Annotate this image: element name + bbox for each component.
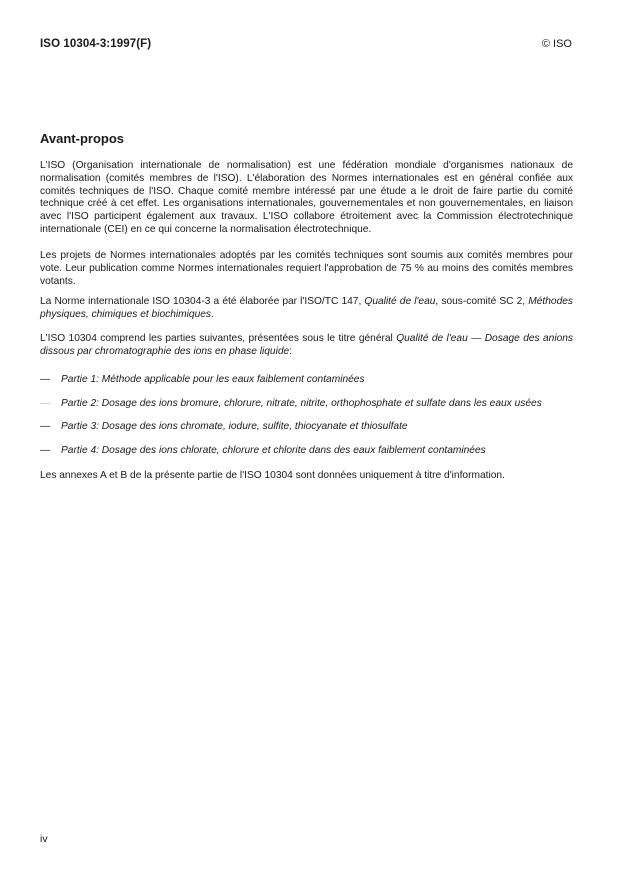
paragraph-elaboration	[40, 296, 573, 322]
list-item	[40, 398, 580, 412]
elaboration-subcommittee-name: Méthodes physiques, chimiques et biochimiques	[40, 296, 573, 320]
list-item	[40, 374, 580, 388]
part-4-title: Partie 4: Dosage des ions chlorate, chlorure et chlorite dans des eaux faiblement contaminées	[61, 445, 486, 456]
page-number: iv	[40, 833, 48, 845]
list-dash: —	[40, 374, 51, 385]
standard-identifier: ISO 10304-3:1997(F)	[40, 38, 152, 50]
general-title: Qualité de l'eau — Dosage des anions dissous par chromatographie des ions en phase liquide	[40, 333, 574, 357]
list-item	[40, 421, 580, 435]
parts-intro-end: :	[289, 345, 293, 357]
part-2-title: Partie 2: Dosage des ions bromure, chlorure, nitrate, nitrite, orthophosphate et sulfate dans les eaux usées	[61, 398, 542, 409]
elaboration-text-mid: , sous-comité SC 2,	[435, 296, 529, 307]
section-title: Avant-propos	[40, 131, 125, 146]
part-1-title: Partie 1: Méthode applicable pour les eaux faiblement contaminées	[61, 374, 365, 385]
elaboration-text-start: La Norme internationale ISO 10304-3 a été élaborée par l'ISO/TC 147,	[40, 296, 365, 307]
list-dash: —	[40, 445, 51, 456]
paragraph-iso-description: L'ISO (Organisation internationale de normalisation) est une fédération mondiale d'organismes nationaux de normalisation (comités membres de l'ISO). L'élaboration des Normes internationales est en général confiée aux comités techniques de l'ISO. Chaque comité membre intéressé par une étude a le droit de faire partie du comité technique créé à cet effet. Les organisations internationales, gouvernementales et non gouvernementales, en liaison avec l'ISO participent également aux travaux. L'ISO collabore étroitement avec la Commission électrotechnique internationale (CEI) en ce qui concerne la normalisation électrotechnique.	[40, 160, 573, 235]
list-dash: —	[40, 421, 51, 432]
list-item	[40, 445, 580, 459]
copyright-notice: © ISO	[541, 38, 572, 50]
elaboration-committee-name: Qualité de l'eau	[364, 296, 436, 307]
paragraph-parts-intro	[40, 333, 573, 359]
elaboration-text-end: .	[211, 308, 214, 320]
part-3-title: Partie 3: Dosage des ions chromate, iodure, sulfite, thiocyanate et thiosulfate	[61, 421, 408, 432]
paragraph-voting: Les projets de Normes internationales adoptés par les comités techniques sont soumis aux comités membres pour vote. Leur publication comme Normes internationales requiert l'approbation de 75 % au moins des comités membres votants.	[40, 250, 573, 287]
paragraph-annexes: Les annexes A et B de la présente partie de l'ISO 10304 sont données uniquement à titre d'information.	[40, 470, 505, 481]
list-dash: —	[40, 398, 51, 409]
parts-intro-text: L'ISO 10304 comprend les parties suivantes, présentées sous le titre général	[40, 333, 397, 344]
